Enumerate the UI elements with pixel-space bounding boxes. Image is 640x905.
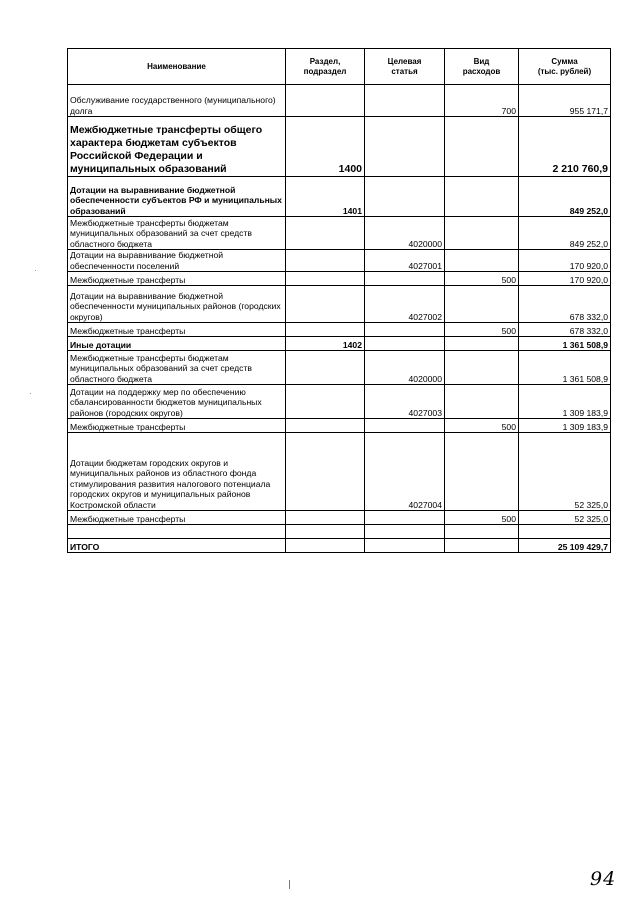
row-target-cell: 4027002 [365, 286, 445, 323]
row-section-cell [286, 351, 365, 385]
table-row [68, 511, 611, 525]
budget-table [67, 48, 611, 553]
table-row [68, 286, 611, 323]
table-row [68, 525, 611, 539]
row-sum-cell: 170 920,0 [519, 272, 611, 286]
row-section-cell [286, 250, 365, 272]
row-name-cell: Дотации бюджетам городских округов и муниципальных районов из областного фонда стимулирования развития налогового потенциала городских округов и муниципальных районов Костромской области [68, 433, 286, 511]
row-target-cell: 4027003 [365, 385, 445, 419]
header-section: Раздел, подраздел [286, 49, 365, 85]
row-type-cell [445, 539, 519, 553]
row-type-cell [445, 250, 519, 272]
page-number: 94 [590, 868, 617, 890]
row-section-cell [286, 217, 365, 250]
table-row [68, 272, 611, 286]
row-sum-cell [519, 525, 611, 539]
table-row [68, 117, 611, 177]
table-row [68, 351, 611, 385]
table-row [68, 385, 611, 419]
row-name-cell: Межбюджетные трансферты [68, 511, 286, 525]
row-type-cell [445, 286, 519, 323]
row-target-cell [365, 511, 445, 525]
header-row [68, 49, 611, 85]
row-section-cell [286, 286, 365, 323]
row-type-cell [445, 217, 519, 250]
row-target-cell [365, 419, 445, 433]
row-sum-cell: 25 109 429,7 [519, 539, 611, 553]
row-name-cell: Дотации на поддержку мер по обеспечению сбалансированности бюджетов муниципальных районов (городских округов) [68, 385, 286, 419]
row-sum-cell: 1 361 508,9 [519, 337, 611, 351]
table-row [68, 337, 611, 351]
row-type-cell [445, 525, 519, 539]
row-type-cell: 500 [445, 323, 519, 337]
row-type-cell: 500 [445, 419, 519, 433]
row-target-cell: 4027001 [365, 250, 445, 272]
row-sum-cell: 2 210 760,9 [519, 117, 611, 177]
row-name-cell: Дотации на выравнивание бюджетной обеспеченности субъектов РФ и муниципальных образований [68, 177, 286, 217]
row-name-cell: Обслуживание государственного (муниципального) долга [68, 85, 286, 117]
row-target-cell [365, 85, 445, 117]
row-name-cell: Межбюджетные трансферты общего характера бюджетам субъектов Российской Федерации и муниципальных образований [68, 117, 286, 177]
row-target-cell: 4020000 [365, 351, 445, 385]
row-sum-cell: 1 309 183,9 [519, 419, 611, 433]
table-row [68, 250, 611, 272]
row-name-cell: Дотации на выравнивание бюджетной обеспеченности муниципальных районов (городских округов) [68, 286, 286, 323]
row-sum-cell: 849 252,0 [519, 177, 611, 217]
row-type-cell [445, 351, 519, 385]
row-section-cell [286, 539, 365, 553]
table-row [68, 539, 611, 553]
row-section-cell [286, 511, 365, 525]
row-target-cell: 4020000 [365, 217, 445, 250]
row-sum-cell: 678 332,0 [519, 286, 611, 323]
row-target-cell [365, 272, 445, 286]
row-section-cell: 1402 [286, 337, 365, 351]
row-section-cell [286, 525, 365, 539]
row-section-cell: 1401 [286, 177, 365, 217]
row-name-cell: ИТОГО [68, 539, 286, 553]
row-sum-cell: 1 309 183,9 [519, 385, 611, 419]
row-target-cell [365, 177, 445, 217]
row-target-cell [365, 323, 445, 337]
row-type-cell: 500 [445, 272, 519, 286]
row-sum-cell: 170 920,0 [519, 250, 611, 272]
row-name-cell: Дотации на выравнивание бюджетной обеспеченности поселений [68, 250, 286, 272]
row-target-cell [365, 337, 445, 351]
row-name-cell [68, 525, 286, 539]
row-section-cell [286, 272, 365, 286]
row-target-cell [365, 525, 445, 539]
row-section-cell: 1400 [286, 117, 365, 177]
row-section-cell [286, 433, 365, 511]
header-target: Целевая статья [365, 49, 445, 85]
row-name-cell: Межбюджетные трансферты [68, 272, 286, 286]
row-section-cell [286, 385, 365, 419]
row-target-cell: 4027004 [365, 433, 445, 511]
scan-mark [289, 880, 290, 889]
row-section-cell [286, 419, 365, 433]
row-sum-cell: 849 252,0 [519, 217, 611, 250]
row-section-cell [286, 85, 365, 117]
row-sum-cell: 52 325,0 [519, 433, 611, 511]
row-type-cell [445, 337, 519, 351]
row-name-cell: Межбюджетные трансферты бюджетам муниципальных образований за счет средств областного бюджета [68, 351, 286, 385]
scan-dot [30, 393, 31, 394]
row-type-cell [445, 177, 519, 217]
row-name-cell: Межбюджетные трансферты [68, 419, 286, 433]
row-type-cell [445, 385, 519, 419]
row-sum-cell: 678 332,0 [519, 323, 611, 337]
table-row [68, 323, 611, 337]
row-type-cell: 700 [445, 85, 519, 117]
row-target-cell [365, 117, 445, 177]
row-type-cell [445, 433, 519, 511]
header-name: Наименование [68, 49, 286, 85]
row-sum-cell: 52 325,0 [519, 511, 611, 525]
row-type-cell: 500 [445, 511, 519, 525]
scan-dot [35, 270, 36, 271]
table-row [68, 177, 611, 217]
row-name-cell: Межбюджетные трансферты [68, 323, 286, 337]
row-name-cell: Межбюджетные трансферты бюджетам муниципальных образований за счет средств областного бюджета [68, 217, 286, 250]
table-row [68, 217, 611, 250]
table-row [68, 433, 611, 511]
row-name-cell: Иные дотации [68, 337, 286, 351]
header-type: Вид расходов [445, 49, 519, 85]
row-target-cell [365, 539, 445, 553]
row-section-cell [286, 323, 365, 337]
table-row [68, 85, 611, 117]
row-sum-cell: 1 361 508,9 [519, 351, 611, 385]
header-sum: Сумма (тыс. рублей) [519, 49, 611, 85]
row-sum-cell: 955 171,7 [519, 85, 611, 117]
row-type-cell [445, 117, 519, 177]
table-row [68, 419, 611, 433]
